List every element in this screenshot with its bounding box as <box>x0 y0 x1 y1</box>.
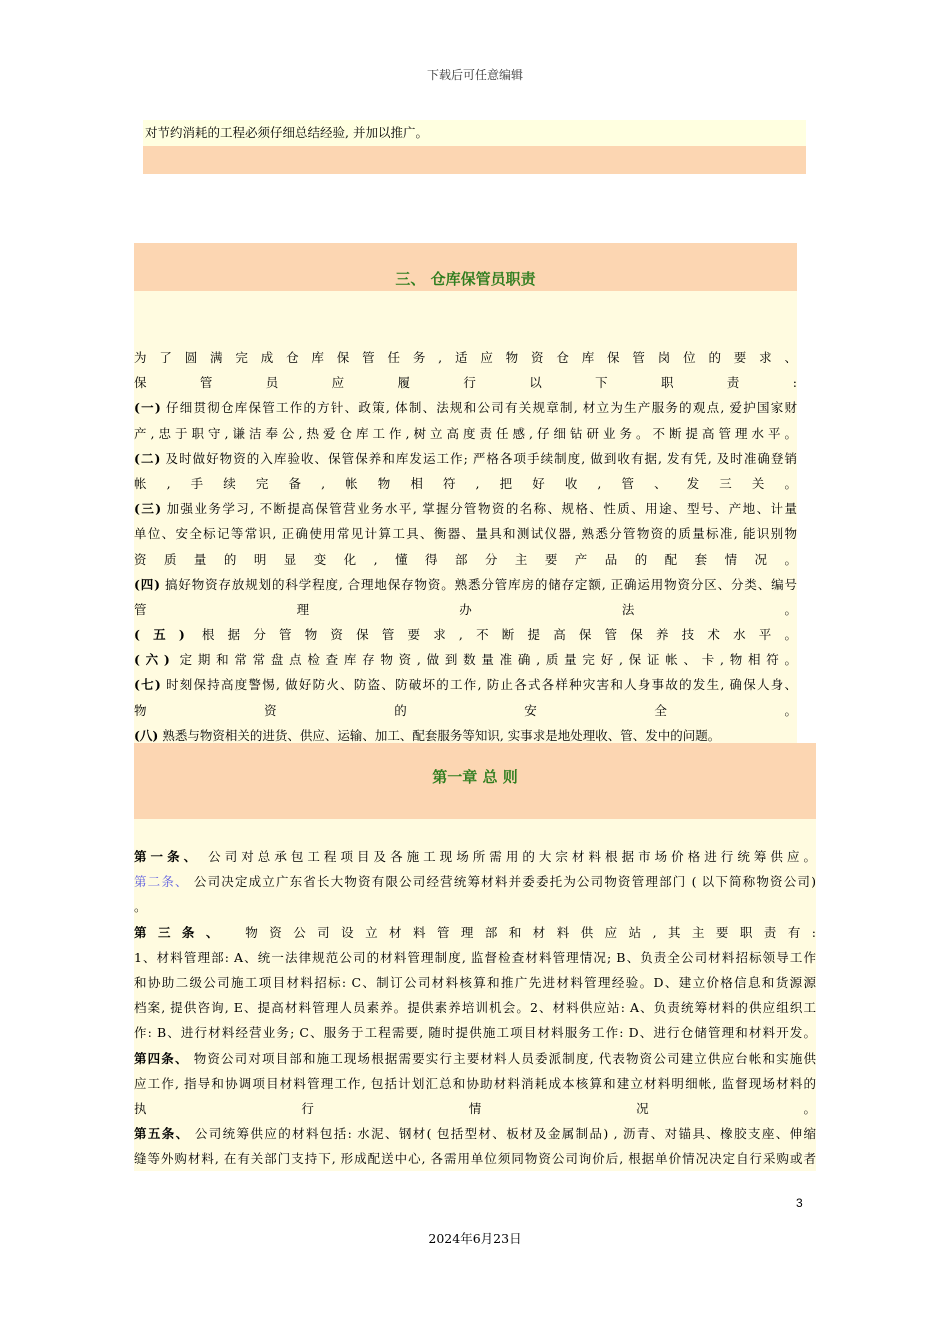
c1-line-8: 作: B、进行材料经营业务; C、服务于工程需要, 随时提供施工项目材料服务工作: D、进行仓储管理和材料开发。 <box>134 1025 816 1041</box>
section3-spacer <box>134 319 797 345</box>
s3-line-10: (四) 搞好物资存放规划的科学程度, 合理地保存物资。熟悉分管库房的储存定额, 正确运用物资分区、分类、编号 <box>134 576 797 592</box>
c1-line-7: 档案, 提供咨询, E、提高材料管理人员素养。提供素养培训机会。2、材料供应站: A、负责统筹材料的供应组织工 <box>134 1000 816 1016</box>
c1-line-12: 第五条、 公司统筹供应的材料包括: 水泥、钢材( 包括型材、板材及金属制品) , 沥青、对锚具、橡胶支座、伸缩 <box>134 1126 816 1142</box>
c1-line-11: 执行情况。 <box>134 1100 816 1116</box>
c1-line-10: 应工作, 指导和协调项目材料管理工作, 包括计划汇总和协助材料消耗成本核算和建立材料明细帐, 监督现场材料的 <box>134 1075 816 1091</box>
s3-marker-8: (八) <box>134 727 159 743</box>
s3-line-2: 保管员应履行以下职责: <box>134 375 797 391</box>
page-number: 3 <box>796 1196 803 1210</box>
c1-line-2: 第二条、 公司决定成立广东省长大物资有限公司经营统筹材料并委委托为公司物资管理部门 ( 以下简称物资公司) <box>134 874 816 890</box>
s3-marker-1: (一) <box>134 400 161 416</box>
footer-date: 2024年6月23日 <box>428 1231 522 1246</box>
s3-line-12: (五) 根据分管物资保管要求,不断提高保管保养技术水平。 <box>134 627 797 643</box>
c1-line-4: 第三条、 物资公司设立材料管理部和材料供应站,其主要职责有: <box>134 924 816 940</box>
c1-line-13: 缝等外购材料, 在有关部门支持下, 形成配送中心, 各需用单位须同物资公司询价后, 根据单价情况决定自行采购或者 <box>134 1151 816 1167</box>
s3-line-8: 单位、安全标记等常识, 正确使用常见计算工具、衡器、量具和测试仪器, 熟悉分管物资的质量标准, 能识别物 <box>134 526 797 542</box>
article-1-label: 第一条、 <box>134 849 201 864</box>
s3-marker-3: (三) <box>134 501 162 517</box>
section3-band <box>134 291 797 319</box>
s3-marker-7: (七) <box>134 677 161 693</box>
article-2-label: 第二条、 <box>134 874 189 890</box>
section3-title: 三、 仓库保管员职责 <box>134 243 797 291</box>
article-4-label: 第四条、 <box>134 1050 189 1066</box>
s3-line-16: (八) 熟悉与物资相关的进货、供应、运输、加工、配套服务等知识, 实事求是地处理收、管、发中的问题。 <box>134 727 721 743</box>
s3-marker-5: (五) <box>134 627 185 643</box>
s3-line-15: 物资的安全。 <box>134 702 797 718</box>
s3-line-3: (一) 仔细贯彻仓库保管工作的方针、政策, 体制、法规和公司有关规章制, 材立为生产服务的观点, 爱护国家财 <box>134 400 797 416</box>
s3-line-5: (二) 及时做好物资的入库验收、保管保养和库发运工作; 严格各项手续制度, 做到收有据, 发有凭, 及时准确登销 <box>134 450 797 466</box>
c1-line-5: 1、材料管理部: A、统一法律规范公司的材料管理制度, 监督检查材料管理情况; B、负责全公司材料招标领导工作 <box>134 949 816 965</box>
page-header: 下载后可任意编辑 <box>426 68 523 82</box>
article-3-label: 第三条、 <box>134 924 230 940</box>
s3-line-9: 资质量的明显变化,懂得部分主要产品的配套情况。 <box>134 551 797 567</box>
chapter1-spacer <box>134 819 816 844</box>
intro-paragraph: 对节约消耗的工程必须仔细总结经验, 并加以推广。 <box>143 120 806 146</box>
s3-marker-6: (六) <box>134 652 170 668</box>
chapter1-title: 第一章 总 则 <box>134 743 816 791</box>
c1-line-3: 。 <box>134 899 147 915</box>
chapter1-band <box>134 791 816 819</box>
s3-line-14: (七) 时刻保持高度警惕, 做好防火、防盗、防破坏的工作, 防止各式各样种灾害和人身事故的发生, 确保人身、 <box>134 677 797 693</box>
c1-line-9: 第四条、 物资公司对项目部和施工现场根据需要实行主要材料人员委派制度, 代表物资公司建立供应台帐和实施供 <box>134 1050 816 1066</box>
s3-line-11: 管理办法。 <box>134 601 797 617</box>
article-5-label: 第五条、 <box>134 1126 190 1142</box>
s3-line-7: (三) 加强业务学习, 不断提高保管营业务水平, 掌握分管物资的名称、规格、性质、用途、型号、产地、计量 <box>134 501 797 517</box>
s3-marker-4: (四) <box>134 576 161 592</box>
s3-line-6: 帐,手续完备,帐物相符,把好收,管、发三关。 <box>134 475 797 491</box>
s3-line-13: (六) 定期和常常盘点检查库存物资,做到数量准确,质量完好,保证帐、卡,物相符。 <box>134 652 797 668</box>
s3-line-1: 为了圆满完成仓库保管任务,适应物资仓库保管岗位的要求、 <box>134 350 797 365</box>
s3-line-4: 产,忠于职守,谦洁奉公,热爱仓库工作,树立高度责任感,仔细钻研业务。不断提高管理水平。 <box>134 425 797 441</box>
section3-body <box>134 345 797 748</box>
c1-line-1: 第一条、 公司对总承包工程项目及各施工现场所需用的大宗材料根据市场价格进行统筹供应。 <box>134 849 816 864</box>
c1-line-6: 和协助二级公司施工项目材料招标: C、制订公司材料核算和推广先进材料管理经验。D、建立价格信息和货源源 <box>134 974 816 990</box>
chapter1-body <box>134 844 816 1171</box>
intro-band <box>143 146 806 174</box>
s3-marker-2: (二) <box>134 450 161 466</box>
